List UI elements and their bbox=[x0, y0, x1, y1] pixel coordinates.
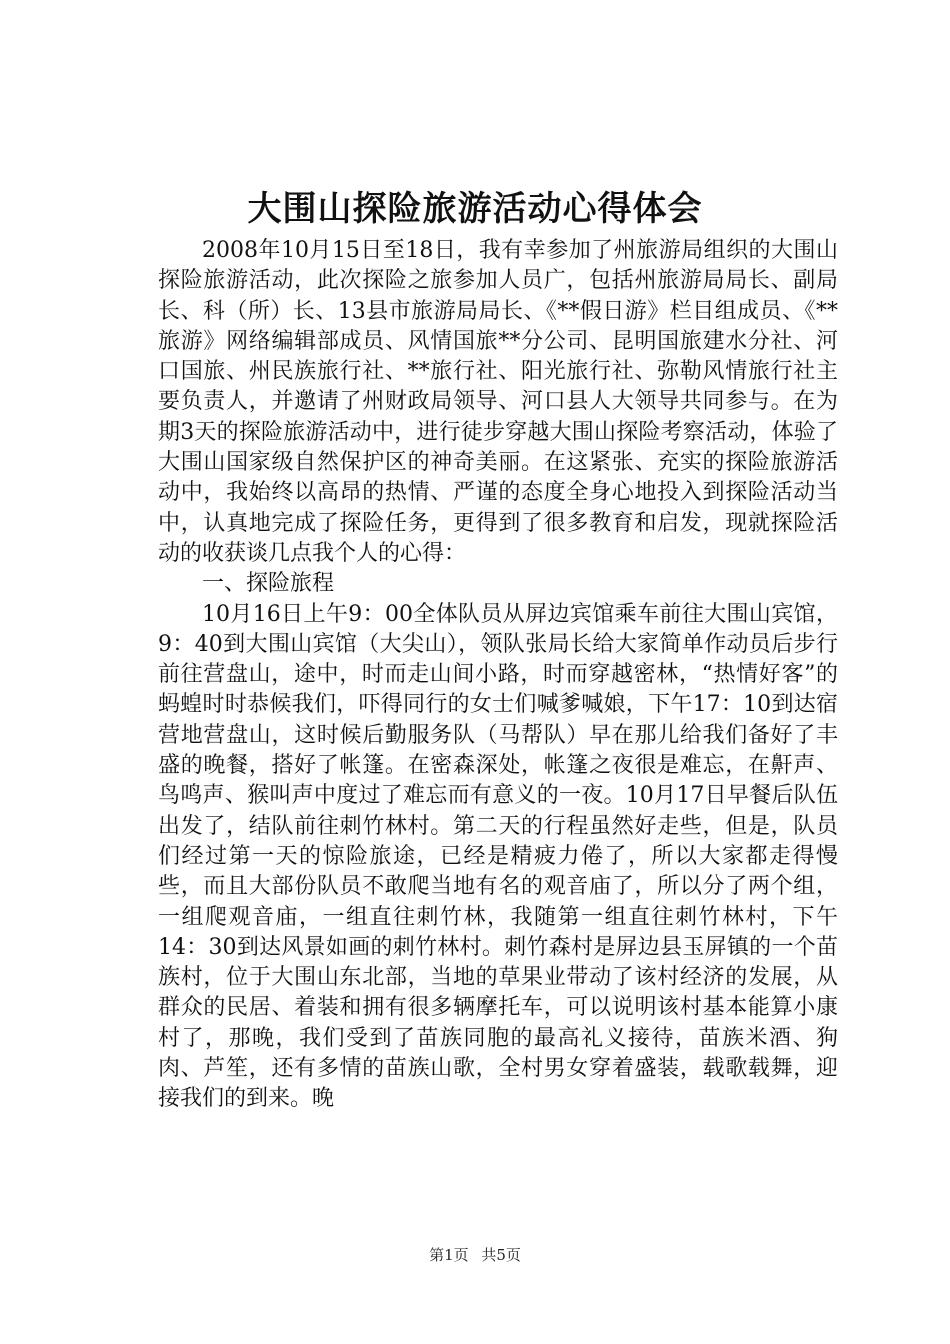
paragraph-journey: 10月16日上午9：00全体队员从屏边宾馆乘车前往大围山宾馆，9：40到大围山宾馆（大尖山），领队张局长给大家简单作动员后步行前往营盘山，途中，时而走山间小路，时而穿越密林，“热情好客”的蚂蝗时时恭候我们，吓得同行的女士们喊爹喊娘，下午17：10到达宿营地营盘山，这时候后勤服务队（马帮队）早在那儿给我们备好了丰盛的晚餐，搭好了帐篷。在密森深处，帐篷之夜很是难忘，在鼾声、鸟鸣声、猴叫声中度过了难忘而有意义的一夜。10月17日早餐后队伍出发了，结队前往刺竹林村。第二天的行程虽然好走些，但是，队员们经过第一天的惊险旅途，已经是精疲力倦了，所以大家都走得慢些，而且大部份队员不敢爬当地有名的观音庙了，所以分了两个组，一组爬观音庙，一组直往刺竹林，我随第一组直往刺竹林村，下午14：30到达风景如画的刺竹林村。刺竹森村是屏边县玉屏镇的一个苗族村，位于大围山东北部，当地的草果业带动了该村经济的发展，从群众的民居、着装和拥有很多辆摩托车，可以说明该村基本能算小康村了，那晚，我们受到了苗族同胞的最高礼义接待，苗族米酒、狗肉、芦笙，还有多情的苗族山歌，全村男女穿着盛装，载歌载舞，迎接我们的到来。晚 bbox=[158, 601, 838, 1112]
page-number: 第1页 bbox=[429, 1246, 469, 1264]
paragraph-intro: 2008年10月15日至18日，我有幸参加了州旅游局组织的大围山探险旅游活动，此次探险之旅参加人员广，包括州旅游局局长、副局长、科（所）长、13县市旅游局局长、《**假日游》栏目组成员、《**旅游》网络编辑部成员、风情国旅**分公司、昆明国旅建水分社、河口国旅、州民族旅行社、**旅行社、阳光旅行社、弥勒风情旅行社主要负责人，并邀请了州财政局领导、河口县人大领导共同参与。在为期3天的探险旅游活动中，进行徒步穿越大围山探险考察活动，体验了大围山国家级自然保护区的神奇美丽。在这紧张、充实的探险旅游活动中，我始终以高昂的热情、严谨的态度全身心地投入到探险活动当中，认真地完成了探险任务，更得到了很多教育和启发，现就探险活动的收获谈几点我个人的心得： bbox=[158, 238, 838, 566]
section-heading: 一、探险旅程 bbox=[202, 571, 335, 597]
page-footer bbox=[0, 1245, 950, 1265]
page-total: 共5页 bbox=[481, 1246, 521, 1264]
document-title: 大围山探险旅游活动心得体会 bbox=[247, 189, 703, 229]
document-body bbox=[158, 236, 838, 1115]
